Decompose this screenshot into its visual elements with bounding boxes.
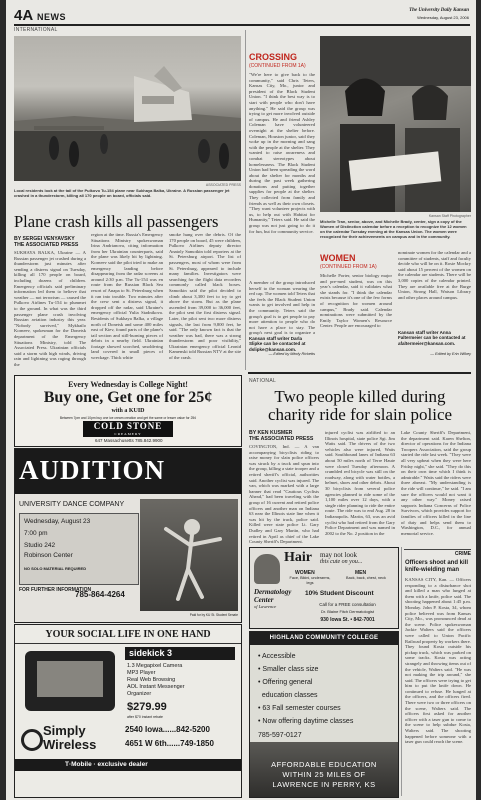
list-item-text: 63 Fall semester courses xyxy=(262,705,341,712)
charity-body-col3: Lake County Sheriff's Department, the department said. Karen Shelton, director of operations for the Indiana Troopers Association, said the group started the ride last week. "They were all very upbeat when they were here Friday night," she said. "They do this on their own time which I think is admirable." Watts said the riders were three abreast. "My understanding is the ride will continue," he said. "I am sure the officers would not want it any other way." Money raised supports Indiana Concerns of Police Survivors, which provides support for families of officers killed in the line of duty and helps send them to Washington, D.C., for annual memorial service. xyxy=(401,430,471,536)
store-address-2: 4651 W 6th......749-1850 xyxy=(125,739,214,748)
list-item-text: education classes xyxy=(261,692,318,699)
ad-offer-sub: with a KUID xyxy=(111,408,145,414)
charity-headline-line1: Two people killed during xyxy=(274,387,446,406)
men-areas: Back, back, chest, neck xyxy=(346,576,386,580)
list-item: • Now offering daytime classes xyxy=(258,718,354,725)
audition-title: AUDITION xyxy=(19,455,166,485)
ad-offer: Buy one, Get one for 25¢ xyxy=(43,389,213,406)
list-item: • 63 Fall semester courses xyxy=(258,705,341,712)
list-item-text: Smaller class size xyxy=(262,666,319,673)
newspaper-page xyxy=(6,0,476,800)
crash-photo-credit: ASSOCIATED PRESS xyxy=(205,183,241,187)
audition-note: NO SOLO MATERIAL REQUIRED xyxy=(24,566,87,571)
footer-line2: WITHIN 25 MILES OF xyxy=(282,770,366,779)
crossing-body-col1: "We're here to give back to the community," said Chris Teters, Kansas City, Mo., junior and president of the Black Student Union. "I think the best way is to start with people who don't have anything." He said the group was trying to get more involved outside of campus. He and friend Ashley Coleman have volunteered overnight at the shelter before. Coleman, Houston junior, said they woke up in the morning and sang with the people at the shelter. They wanted to raise awareness and combat stereotypes about homelessness. The Black Student Union had been spreading the word about the shelter for months and during the past week gathering donations and putting together supplies for people at the shelter. They collected from family and friends as well as their own closets. "They want volunteer projects with us, to help out with Habitat for Humanity," Teters said. He said the group was not just going to do it for fun, but for community service. xyxy=(249,72,315,234)
crash-body-col1: SUKHAYA BALKA, Ukraine — A Russian passenger jet crashed during a thunderstorm just minutes after sending a distress signal on Tuesday, killing all 170 people on board, including dozens of children. Emergency officials said preliminary information led them to believe that weather — not terrorism — caused the Pulkovo Airlines Tu-154 to plummet to the ground. In what was the third passenger plane crash involving Russian aviation industry this year. "Nobody survived," Mykhailo Korneev, spokesman for the Donetsk department of the Emergency Situations Ministry, told The Associated Press. Ukrainian officials said a storm with high winds, driving rain and lightning was raging through the xyxy=(14,250,86,367)
list-item xyxy=(258,689,353,702)
audition-info-label: FOR FURTHER INFORMATION xyxy=(19,587,92,593)
ad-phone: 785.842.9900 xyxy=(135,438,163,443)
feature-item: AOL Instant Messenger xyxy=(127,684,185,690)
student-discount: 10% Student Discount xyxy=(305,590,374,597)
cold-stone-logo xyxy=(83,421,173,437)
cold-stone-ad xyxy=(14,375,242,447)
simply-wireless-logo-icon xyxy=(21,729,43,751)
tmobile-dealer: T·Mobile · exclusive dealer xyxy=(65,761,148,768)
audition-company: UNIVERSITY DANCE COMPANY xyxy=(19,501,125,508)
audition-location1: Studio 242 xyxy=(24,542,56,549)
phone-name: sidekick 3 xyxy=(129,648,173,658)
wireless-headline: YOUR SOCIAL LIFE IN ONE HAND xyxy=(45,629,211,640)
list-item-text: Now offering daytime classes xyxy=(262,718,354,725)
derm-address: 930 Iowa St. • 842-7001 xyxy=(320,617,375,623)
women-headline: WOMEN xyxy=(320,253,356,263)
list-item: • Offering general xyxy=(258,679,313,686)
men-label: MEN xyxy=(355,570,367,576)
women-areas: Face, Bikini, underarms, legs xyxy=(289,576,331,585)
feature-item: Organizer xyxy=(127,691,152,697)
charity-byline-name: BY KEN KUSMER xyxy=(249,430,293,436)
crash-byline-name: BY SERGEI VENYAVSKY xyxy=(14,236,75,242)
charity-body-col2: injured cyclist was airlifted to an Illinois hospital, state police Sgt. Jim Watts said. The drivers of the two vehicles also were injured, Watts said. Southbound lanes of Indiana 63 about 50 miles north of Terre Haute were closed Tuesday afternoon. A crumbled red bicycle was still on the roadway, along with water bottles, a helmet, shoes and other debris. About 30 bicyclists from several police agencies planned to ride some of the 1,100 miles over 12 days, with a single rider planning to ride the entire route. The ride was to end Aug. 28 in Indianapolis. Martin, 63, was an avid cyclist who had retired from the Gary Police Department and was named in 2002 to the No. 2 position in the xyxy=(325,430,395,536)
hair-photo xyxy=(254,554,280,584)
subsection-international: INTERNATIONAL xyxy=(14,27,58,33)
ad-address: 647 Massachusetts xyxy=(95,438,134,443)
crossing-author: Kansan staff writer Darla Slipke can be contacted at dslipke@kansan.com. xyxy=(249,336,306,352)
crime-rule xyxy=(404,549,471,550)
audition-date: Wednesday, August 23 xyxy=(24,518,91,525)
ad-tagline: Every Wednesday is College Night! xyxy=(68,380,188,389)
ad-fine-print: Between 7pm and 10pm buy one ice cream creation and get the same or lesser value for 25¢ xyxy=(59,416,197,420)
derm-logo-1: Dermatology xyxy=(254,588,292,596)
audition-details-box xyxy=(19,513,139,585)
highland-name: HIGHLAND COMMUNITY COLLEGE xyxy=(269,635,379,641)
crossing-continued: (CONTINUED FROM 1A) xyxy=(249,63,306,69)
audition-phone: 785-864-4264 xyxy=(75,590,125,599)
list-item: • Accessible xyxy=(258,653,296,660)
women-edited-by: — Edited by Erin Wilkey xyxy=(430,352,471,356)
issue-date: Wednesday, August 23, 2006 xyxy=(417,15,469,20)
charity-byline-org: THE ASSOCIATED PRESS xyxy=(249,436,314,442)
highland-footer xyxy=(250,742,398,797)
women-author: Kansan staff writer Anna Faltermeier can be contacted at afaltermeier@kansan.com. xyxy=(398,330,466,346)
audition-ad xyxy=(14,448,242,623)
highland-ad xyxy=(249,631,399,798)
feature-item: MP3 Player xyxy=(127,670,156,676)
price-note: after $70 instant rebate xyxy=(127,715,163,719)
derm-logo-3: of Lawrence xyxy=(254,604,277,609)
brand-name: COLD STONE xyxy=(93,421,163,431)
list-item-text: Accessible xyxy=(262,653,296,660)
feature-list xyxy=(127,663,185,698)
derm-call: Call for a FREE consultation xyxy=(319,602,376,607)
feature-item: 1.3 Megapixel Camera xyxy=(127,663,183,669)
crime-label: CRIME xyxy=(454,551,471,557)
women-body-col1: Michelle Porter, senior biology major and pre-med student, was on this year's calendar, said it validates what she stands for. "I think the calendar exists because it's one of the few forms of recognition for women around campus," Brady said. Calendar nominations were submitted by the Emily Taylor Women's Resource Center. People are encouraged to xyxy=(320,273,392,329)
column-divider xyxy=(245,30,246,370)
women-photo xyxy=(320,36,471,212)
crash-photo xyxy=(14,36,241,181)
feature-item: Real Web Browsing xyxy=(127,677,176,683)
crime-body: KANSAS CITY, Kan. — Officers responding to a disturbance shot and killed a man who lunged at them with a knife, police said. The shooting happened about 1:45 p.m. Monday. John P. Kosta, 34, whom police believed was from Kansas City, Mo., was pronounced dead at the scene. Police spokeswoman Jackie Walters said the officers were called to Union Pacific Railroad property by workers there. They found Kosta outside his pickup truck, which was parked on some tracks. Kosta was acting strangely and throwing items out of the vehicle, Walters said. "He was not making the trip around," she said. The officers were trying to get him to put the knife down. He continued to refuse. He lunged at the officers, and the officers fired. There were two or three officers on the scene, Walters said. The officers first asked for another officer with a taser gun to come to the scene to help subdue Kosta, Walters said. The shooting happened before someone with a taser gun could reach the scene. xyxy=(405,577,471,745)
list-item: • Smaller class size xyxy=(258,666,319,673)
highland-header xyxy=(250,632,398,645)
crash-body-col3: smoke hung over the debris. Of the 170 people on board, 45 were children, Pulkovo Airlines deputy director Anatoly Samotkin told reporters at the St. Petersburg airport. The list of passengers, most of whom were from St. Petersburg, appeared to include many families. Investigators were searching for the flight data recorders commonly called black boxes. Samotkin said the pilot decided to climb about 3,300 feet to try to get above the storm. But as the plane ascended from 39,000 to 36,000 feet, the pilot sent the first distress signal. Later, the pilot sent two more distress signals, the last from 9,800 feet, he said. "The only known fact is that the weather was bad, there was a strong thunderstorm and poor visibility," Ukrainian emergency official Leonid Kamenski told Russian NTV at the site of the crash. xyxy=(169,232,241,361)
brand-sub: CREAMERY xyxy=(114,432,142,436)
brand-wireless: Wireless xyxy=(43,737,97,752)
women-photo-credit: Kansan Staff Photographer xyxy=(428,214,471,218)
crime-headline: Officers shoot and kill knife-wielding man xyxy=(405,560,469,573)
hair-line3: this cute on you... xyxy=(320,559,363,565)
crossing-edited-by: — Edited by Mindy Ricketts xyxy=(268,352,315,356)
simply-wireless-ad xyxy=(14,624,242,798)
list-item-text: Offering general xyxy=(262,679,313,686)
tmobile-bar xyxy=(15,759,241,771)
header-rule xyxy=(14,24,470,26)
audition-photo-credit: Paid for by KU St. Student Senate xyxy=(189,613,238,617)
national-rule xyxy=(248,372,471,374)
phone-price: $279.99 xyxy=(127,701,167,713)
women-photo-caption: Michelle Tran, senior, above, and Michelle Brady, center, sign a copy of the Women of Distinction calendar before a reception to recognize the 12 women on the calendar Tuesday evening at the Kansas Union. The women were recognized for their achievements on campus and in the community. xyxy=(320,219,467,239)
crash-headline: Plane crash kills all passengers xyxy=(14,212,219,231)
highland-list xyxy=(258,650,353,728)
brief-divider xyxy=(401,547,402,796)
crossing-headline: CROSSING xyxy=(249,52,298,62)
hair-line1: Hair xyxy=(284,550,312,565)
audition-time: 7:00 pm xyxy=(24,530,48,537)
crash-body-col2: region at the time. Russia's Emergency Situations Ministry spokeswoman Irina Andrianova, citing information from her Ukrainian counterparts, said the plane was likely hit by lightning. Korneev said the pilot tried to make an emergency landing before disappearing from the radar screens at around 2:30 p.m. The Tu-154 was en route from the Russian Black Sea resort of Anapa to St. Petersburg when it ran into trouble. Two minutes after the crew sent a distress signal, it dropped off the radar, said Ukraine's emergency official Yulia Stadnikova. Residents of Sukhaya Balka, a village north of Donetsk and some 400 miles east of Kiev, found parts of the plane's tail section and still-burning pieces of debris in a nearby field. Ukrainian footage showed scorched, smoldering land covered in small pieces of wreckage. Thick white xyxy=(91,232,163,361)
sidekick-phone-image xyxy=(25,651,115,711)
dancer-photo xyxy=(140,499,238,611)
crossing-body-col2: A member of the group introduced herself to the woman wearing the red cap. The women told Teters that she feels the Black Student Union wants to get involved and help in the community. Teters said the group's goal is to get people to pay more attention to people who do not have a place to stay. The group's next goal is to organize a xyxy=(249,280,315,335)
section-letter: 4A xyxy=(14,7,34,24)
store-address-1: 2540 Iowa......842-5200 xyxy=(125,725,210,734)
highland-phone: 785-597-0127 xyxy=(258,732,302,739)
brand-simply: Simply xyxy=(43,723,86,738)
phone-name-bar xyxy=(125,647,235,660)
crash-photo-caption: Local residents look at the tail of the Pulkovo Tu-154 plane near Sukhaya Balka, Ukraine. A Russian passenger jet crashed in a thunderstorm, killing all 170 people on board, officials said. xyxy=(14,188,230,198)
women-label: WOMEN xyxy=(295,570,315,576)
derm-logo-2: Center xyxy=(254,596,274,604)
footer-line1: AFFORDABLE EDUCATION xyxy=(271,760,377,769)
women-body-col2: nominate women for the calendar and a committee of students, staff and faculty decide who will be on it. Rosie Mockry said about 15 percent of the women on the calendar are students. There will be 3,000 copies of the calendar printed. They are available free at the Burge Union, Strong Hall, Watson Library and other places around campus. xyxy=(398,250,471,300)
dermatology-ad xyxy=(249,547,399,629)
footer-line3: LAWRENCE IN PERRY, KS xyxy=(272,780,376,789)
women-continued: (CONTINUED FROM 1A) xyxy=(320,264,377,270)
crash-byline-org: THE ASSOCIATED PRESS xyxy=(14,242,79,248)
derm-doctor: Dr. Blaine Fitch Dermatologist xyxy=(321,609,374,614)
section-name: NEWS xyxy=(37,12,66,22)
subsection-national: NATIONAL xyxy=(249,378,277,384)
hair-line2: may not look xyxy=(320,551,357,559)
paper-name: The University Daily Kansan xyxy=(409,8,469,13)
audition-location2: Robinson Center xyxy=(24,552,73,559)
charity-body-col1: COVINGTON, Ind. — A van accompanying bicyclists riding to raise money for slain police officers was struck by a truck and spun into the group, killing a state trooper and a retired sheriff's official, authorities said. Another cyclist was injured. The van, which was marked with a large banner that read "Cautious Cyclists Ahead," had been traveling with the group of 16 current and retired police officers and another man on Indiana 63 near the Illinois state line when it was hit by the truck, police said. Killed were state police Lt. Gary Dudley and Gary Martin, who had retired in April as chief of the Lake County Sheriff's Department. xyxy=(249,444,319,544)
wireless-rule xyxy=(15,643,241,644)
charity-headline-line2: charity ride for slain police xyxy=(267,405,453,424)
